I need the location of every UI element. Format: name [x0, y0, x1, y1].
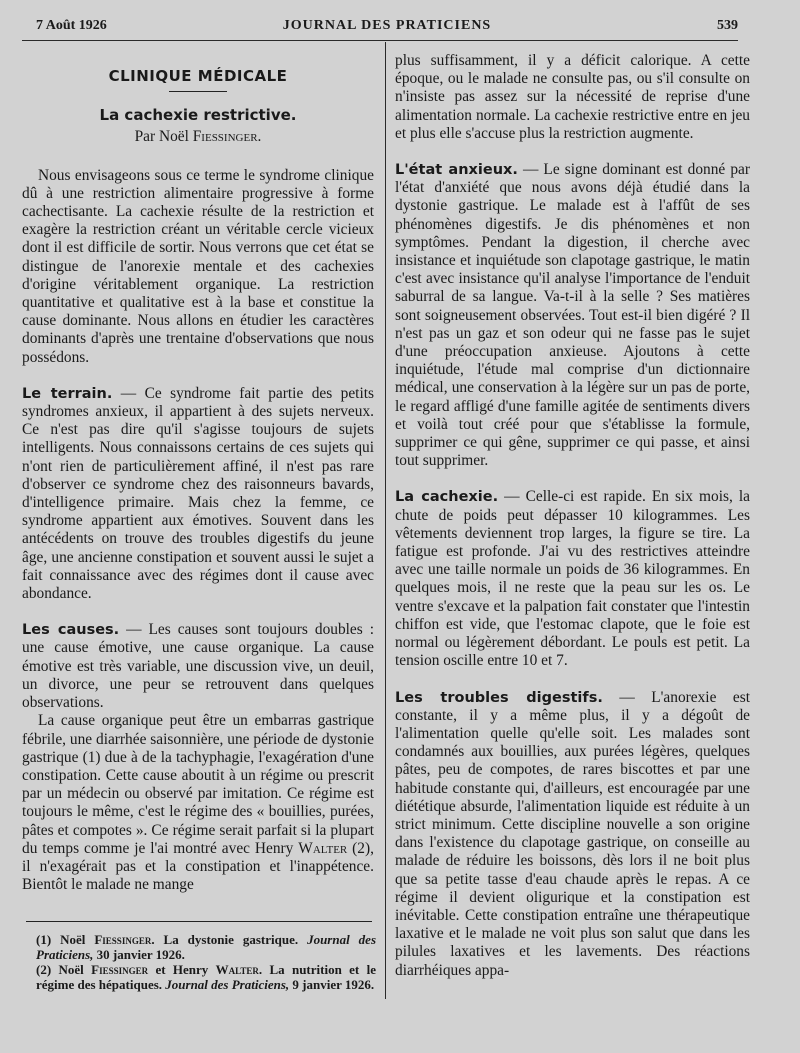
causes-paragraph	[22, 621, 374, 712]
anxieux-paragraph	[395, 161, 750, 470]
title-rule	[169, 91, 227, 92]
terrain-paragraph	[22, 385, 374, 603]
cachexie-text: — Celle-ci est rapide. En six mois, la chute de poids peut dépasser 10 kilogrammes. Les vêtements deviennent trop larges, la figure se tire. La fatigue est profonde. J'ai vu des restrictives atteindre avec une taille normale un poids de 36 kilogrammes. En quelques mois, il ne reste que la peau sur les os. Le ventre s'excave et la palpation fait constater que l'intestin chiffon est vide, que l'estomac clapote, que le foie est normal ou légèrement débordant. Le pouls est petit. La tension oscille entre 10 et 7.	[395, 488, 751, 670]
anxieux-heading: L'état anxieux.	[395, 162, 518, 179]
footnote-rule	[26, 921, 372, 922]
troubles-text: — L'anorexie est constante, il y a même plus, il y a dégoût de l'alimentation quelle qu'elle soit. Les malades sont condamnés aux bouillies, aux purées légères, quelques pâtes, peu de compotes, de rares biscottes et par une habitude constante qui, d'ailleurs, est encouragée par une diététique absurde, l'alimentation liquide est réduite à un strict minimum. Cette discipline nouvelle a son origine dans l'existence du clapotage gastrique, on conseille au malade de réduire les boissons, dès lors il ne boit plus que sa petite tasse d'eau chaude après le repas. A ce régime il devient oligurique et la constipation est inévitable. Cette constipation entraîne une thérapeutique laxative et le malade ne voit plus son salut que dans les pilules laxatives et les lavements. Des réactions diarrhéiques appa-	[395, 688, 750, 979]
section-title: CLINIQUE MÉDICALE	[108, 67, 288, 85]
anxieux-text: — Le signe dominant est donné par l'état d'anxiété que nous avons déjà étudié dans la dystonie gastrique. Le malade est à l'affût de ses phénomènes digestifs. Je dis phénomènes et non symptômes. Pendant la digestion, il cherche avec insistance et inquiétude son clapotage gastrique, le matin c'est avec insistance qu'il analyse l'importance de l'enduit saburral de sa langue. Va-t-il à la selle ? Ses matières sont soigneusement observées. Tout est-il bien digéré ? Il n'est pas un gaz et son odeur qui ne fasse pas le sujet d'une préoccupation anxieuse. Ajoutons à cette inquiétude, l'étude mal comprise d'un dictionnaire médical, une conservation à la légère sur un pas de porte, le regard affligé d'une famille agitée de sentiments divers et voilà tout créé pour que s'établisse la formule, supprimer ce qui gêne, supprimer ce qui passe, et ainsi tout supprimer.	[395, 161, 750, 470]
causes-heading: Les causes.	[22, 622, 120, 639]
footnote-2: (2) Noël Fiessinger et Henry Walter. La nutrition et le régime des hépatiques. Journal des Praticiens, 9 janvier 1926.	[36, 962, 376, 992]
troubles-paragraph	[395, 689, 750, 980]
terrain-heading: Le terrain.	[22, 385, 113, 402]
troubles-heading: Les troubles digestifs.	[395, 689, 603, 706]
footnote-1: (1) Noël Fiessinger. La dystonie gastrique. Journal des Praticiens, 30 janvier 1926.	[36, 932, 376, 962]
header-journal-title: JOURNAL DES PRATICIENS	[282, 18, 492, 33]
article-title: La cachexie restrictive.	[99, 106, 297, 125]
left-column	[22, 52, 374, 894]
byline-author: Fiessinger.	[192, 128, 262, 146]
causes-text: — Les causes sont toujours doubles : une cause émotive, une cause organique. La cause émotive est très variable, une discussion vive, un deuil, un divorce, une peur se retrouvent dans quelques observations.	[22, 621, 374, 712]
article-byline	[22, 128, 374, 146]
right-column	[395, 52, 750, 980]
column-divider	[385, 42, 386, 999]
author-name-walter: Walter	[298, 839, 348, 857]
intro-paragraph: Nous envisageons sous ce terme le syndrome clinique dû à une restriction alimentaire progressive à forme cachectisante. La cachexie résulte de la restriction et exagère la restriction créant un véritable cercle vicieux dont il est difficile de sortir. Nous verrons que cet état se distingue de l'anorexie mentale et des cachexies d'origine véritablement organique. La restriction quantitative et qualitative est à la base et constitue la cause dominante. Nous allons en étudier les caractères dominants d'après une trentaine d'observations que nous possédons.	[22, 166, 374, 366]
header-date: 7 Août 1926	[36, 18, 107, 33]
causes-paragraph-2: La cause organique peut être un embarras gastrique fébrile, une diarrhée saisonnière, une période de dystonie gastrique (1) due à de la tachyphagie, l'exagération d'une constipation. Cette cause aboutit à un régime ou prescrit par un médecin ou observé par imitation. Ce régime est toujours le même, c'est le régime des « bouillies, purées, pâtes et compotes ». Ce régime serait parfait si la plupart du temps comme je l'ai montré avec Henry Walter (2), il n'exagérait pas et la constipation et l'inappétence. Bientôt le malade ne mange	[22, 712, 374, 894]
page-number: 539	[717, 18, 738, 33]
cachexie-heading: La cachexie.	[395, 489, 499, 506]
continuation-paragraph: plus suffisamment, il y a déficit calorique. A cette époque, ou le malade ne consulte pas, ou s'il consulte on n'insiste pas assez sur la nécessité de reprise d'une alimentation normale. La cachexie restrictive entre en jeu et plus elle s'accuse plus la restriction augmente.	[395, 52, 750, 142]
header-rule	[22, 40, 738, 41]
terrain-text: — Ce syndrome fait partie des petits syndromes anxieux, il appartient à des sujets nerveux. Ce n'est pas dire qu'il s'agisse toujours de sujets intelligents. Nous connaissons certains de ces sujets qui n'ont rien de particulièrement affiné, il n'est pas rare d'observer ce syndrome chez des raisonneurs bavards, d'intelligence primaire. Mais chez la femme, ce syndrome appartient aux émotives. Souvent dans les antécédents on trouve des troubles digestifs du jeune âge, une ancienne constipation et souvent aussi le sujet a fait connaissance avec des régimes dont il cause avec abondance.	[22, 384, 374, 603]
page-header	[36, 18, 738, 40]
byline-prefix: Par Noël	[134, 128, 189, 146]
cachexie-paragraph	[395, 488, 750, 670]
footnotes	[36, 932, 376, 992]
